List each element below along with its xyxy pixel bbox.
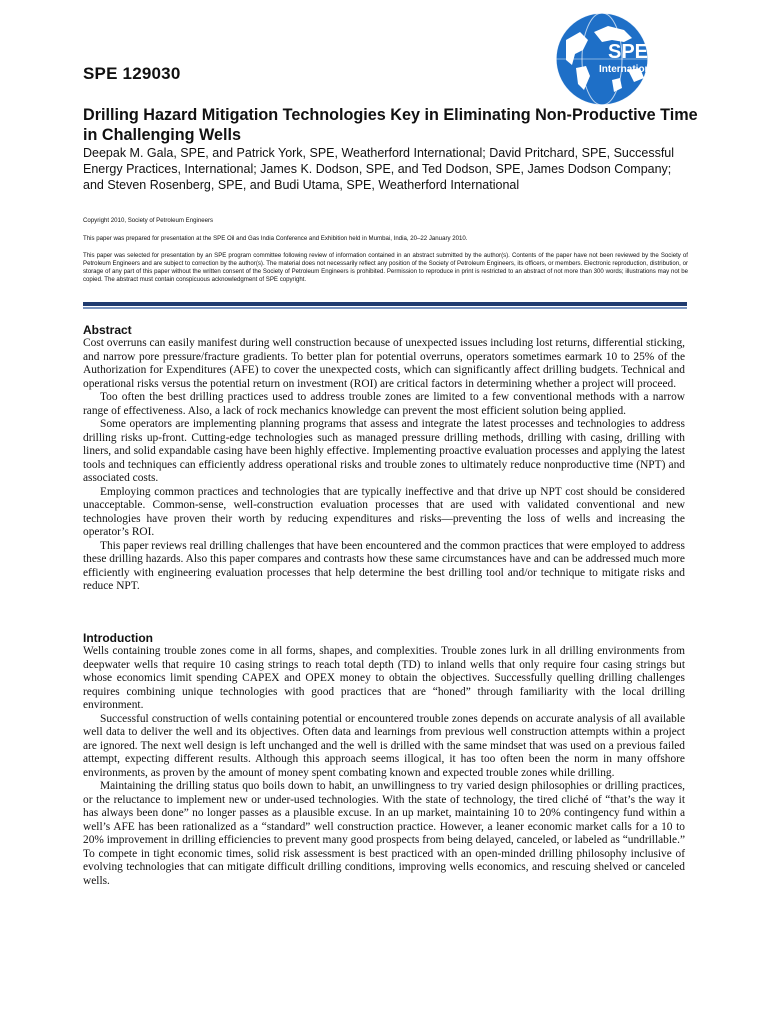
abstract-paragraph: Cost overruns can easily manifest during well construction because of unexpected issues including lost returns, differential sticking, and narrow pore pressure/fracture gradients. To better plan for potential overruns, operators sometimes earmark 10 to 25% of the Authorization for Expenditures (AFE) to cover the unexpected costs, which can significantly affect drilling budgets. Technical and operational risks versus the potential return on investment (ROI) are critical factors in determining whether a project will proceed. bbox=[83, 337, 685, 390]
introduction-heading: Introduction bbox=[83, 631, 153, 645]
paper-title: Drilling Hazard Mitigation Technologies Key in Eliminating Non-Productive Time in Challenging Wells bbox=[83, 106, 698, 144]
abstract-paragraph: This paper reviews real drilling challenges that have been encountered and the common practices that were employed to address these drilling hazards. Also this paper compares and contrasts how these same circumstances have and can be addressed much more efficiently with engineering evaluation processes that help determine the best drilling tool and/or technique to mitigate risks and reduce NPT. bbox=[83, 539, 685, 592]
author-list: Deepak M. Gala, SPE, and Patrick York, SPE, Weatherford International; David Pritchard, SPE, Successful Energy Practices, International; James K. Dodson, SPE, and Ted Dodson, SPE, James Dodson Company; and Steven Rosenberg, SPE, and Budi Utama, SPE, Weatherford International bbox=[83, 146, 675, 193]
selection-disclaimer: This paper was selected for presentation by an SPE program committee following review of information contained in an abstract submitted by the author(s). Contents of the paper have not been reviewed by the Society of Petroleum Engineers and are subject to correction by the author(s). The material does not necessarily reflect any position of the Society of Petroleum Engineers, its officers, or members. Electronic reproduction, distribution, or storage of any part of this paper without the written consent of the Society of Petroleum Engineers is prohibited. Permission to reproduce in print is restricted to an abstract of not more than 300 words; illustrations may not be copied. The abstract must contain conspicuous acknowledgment of SPE copyright. bbox=[83, 252, 688, 284]
logo-spe-text: SPE bbox=[608, 41, 649, 63]
introduction-body bbox=[83, 645, 685, 888]
logo-international-text: International bbox=[599, 64, 660, 75]
abstract-paragraph: Some operators are implementing planning programs that assess and integrate the latest processes and technologies to address drilling risks up-front. Cutting-edge technologies such as managed pressure drilling methods, drilling with casing, drilling with liners, and solid expandable casing have been highly effective. Implementing proactive evaluation processes and applying the latest tools and techniques can efficiently address operational risks and trouble zones to ultimately reduce nonproductive time (NPT) and associated costs. bbox=[83, 418, 685, 484]
introduction-paragraph: Successful construction of wells containing potential or encountered trouble zones depends on accurate analysis of all available well data to deliver the well and its objectives. Often data and learnings from previous well construction attempts within a project are ignored. The next well design is left unchanged and the well is drilled with the same mindset that was used on a previous failed attempt, expecting different results. Although this approach seems illogical, it has too often been the norm in many offshore environments, as proven by the amount of money spent combating known and expected trouble zones while drilling. bbox=[83, 712, 685, 779]
introduction-paragraph: Wells containing trouble zones come in all forms, shapes, and complexities. Trouble zones lurk in all drilling environments from deepwater wells that require 10 casing strings to reach total depth (TD) to inland wells that only require four casing strings but whose economics limit spending CAPEX and OPEX money to obtain the objectives. Successfully quelling drilling challenges requires combining unique technologies with good practices that are “honed” through familiarity with the local drilling environment. bbox=[83, 645, 685, 711]
header-rule-dark bbox=[83, 302, 687, 306]
spe-international-logo bbox=[528, 10, 676, 108]
abstract-body bbox=[83, 337, 685, 594]
header-rule-light bbox=[83, 307, 687, 309]
copyright-notice: Copyright 2010, Society of Petroleum Engineers bbox=[83, 217, 214, 224]
conference-notice: This paper was prepared for presentation at the SPE Oil and Gas India Conference and Exhibition held in Mumbai, India, 20–22 January 2010. bbox=[83, 235, 468, 242]
abstract-heading: Abstract bbox=[83, 323, 132, 337]
introduction-paragraph: Maintaining the drilling status quo boils down to habit, an unwillingness to try varied design philosophies or drilling practices, or the reluctance to implement new or under-used technologies. With the state of technology, the tired cliché of “that’s the way it has always been done” no longer passes as a plausible excuse. In an up market, maintaining 10 to 20% contingency fund within a well’s AFE has been rationalized as a “standard” well construction practice. However, a leaner economic market calls for a 10 to 20% improvement in drilling efficiencies to prevent many good prospects from being delayed, canceled, or labeled as “undrillable.” To compete in tight economic times, solid risk assessment is best practiced with an open-minded drilling philosophy inclusive of evolving technologies that can mitigate difficult drilling conditions, improving wells economics, and rescuing shelved or canceled wells. bbox=[83, 780, 685, 887]
abstract-paragraph: Employing common practices and technologies that are typically ineffective and that drive up NPT cost should be considered unacceptable. Common-sense, well-construction evaluation processes that are used with validated conventional and new technologies have proven their worth by reducing expenditures and risks—preventing the loss of wells and increasing the operator’s ROI. bbox=[83, 485, 685, 538]
abstract-paragraph: Too often the best drilling practices used to address trouble zones are limited to a few conventional methods with a narrow range of effectiveness. Also, a lack of rock mechanics knowledge can prevent the most efficient solution being applied. bbox=[83, 391, 685, 417]
paper-number: SPE 129030 bbox=[83, 64, 181, 83]
